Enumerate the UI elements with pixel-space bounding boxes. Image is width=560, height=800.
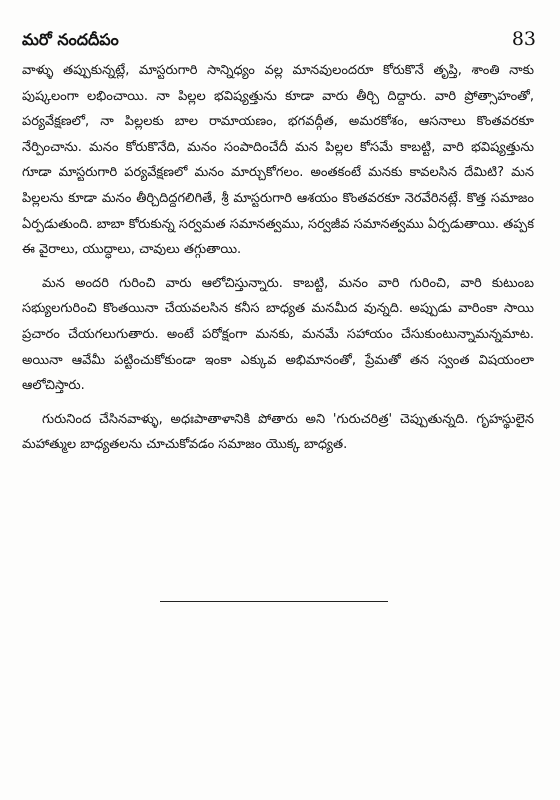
paragraph-3: గురునింద చేసినవాళ్ళు, అధఃపాతాళానికి పోతారు అని 'గురుచరిత్ర' చెప్పుతున్నది. గృహస్థులైన మహాత్ముల బాధ్యతలను చూచుకోవడం సమాజం యొక్క బాధ్యత. bbox=[22, 411, 534, 453]
running-title: మరో నందదీపం bbox=[22, 30, 119, 49]
paragraph-2: మన అందరి గురించి వారు ఆలోచిస్తున్నారు. కాబట్టి, మనం వారి గురించి, వారి కుటుంబ సభ్యులగురించి కొంతయినా చేయవలసిన కనీస బాధ్యత మనమీద వున్నది. అప్పుడు వారింకా సాయి ప్రచారం చేయగలుగుతారు. అంటే పరోక్షంగా మనకు, మనమే సహాయం చేసుకుంటున్నామన్నమాట. అయినా ఆవేమీ పట్టించుకోకుండా ఇంకా ఎక్కువ అభిమానంతో, ప్రేమతో తన స్వంత విషయంలా ఆలోచిస్తారు. bbox=[22, 275, 534, 394]
page-header bbox=[22, 28, 536, 54]
paragraph-1: వాళ్ళు తప్పుకున్నట్లే, మాస్టరుగారి సాన్నిధ్యం వల్ల మానవులందరూ కోరుకొనే తృప్తి, శాంతి నాకు పుష్కలంగా లభించాయి. నా పిల్లల భవిష్యత్తును కూడా వారు తీర్చి దిద్దారు. వారి ప్రోత్సాహంతో, పర్యవేక్షణలో, నా పిల్లలకు బాల రామాయణం, భగవద్గీత, అమరకోశం, ఆసనాలు కొంతవరకూ నేర్పించాను. మనం కోరుకొనేది, మనం సంపాదించేదీ మన పిల్లల కోసమే కాబట్టి, వారి భవిష్యత్తును గూడా మాస్టరుగారి పర్యవేక్షణలో మనం మార్చుకోగలం. అంతకంటే మనకు కావలసిన దేమిటి? మన పిల్లలను కూడా మనం తీర్చిదిద్దగలిగితే, శ్రీ మాస్టరుగారి ఆశయం కొంతవరకూ నెరవేరినట్లే. కొత్త సమాజం ఏర్పడుతుంది. బాబా కోరుకున్న సర్వమత సమానత్వము, సర్వజీవ సమానత్వము ఏర్పడుతాయి. తప్పక ఈ వైరాలు, యుద్ధాలు, చావులు తగ్గుతాయి. bbox=[22, 63, 534, 258]
body-text bbox=[22, 58, 534, 466]
section-end-rule bbox=[160, 601, 388, 602]
page-number: 83 bbox=[511, 28, 536, 50]
